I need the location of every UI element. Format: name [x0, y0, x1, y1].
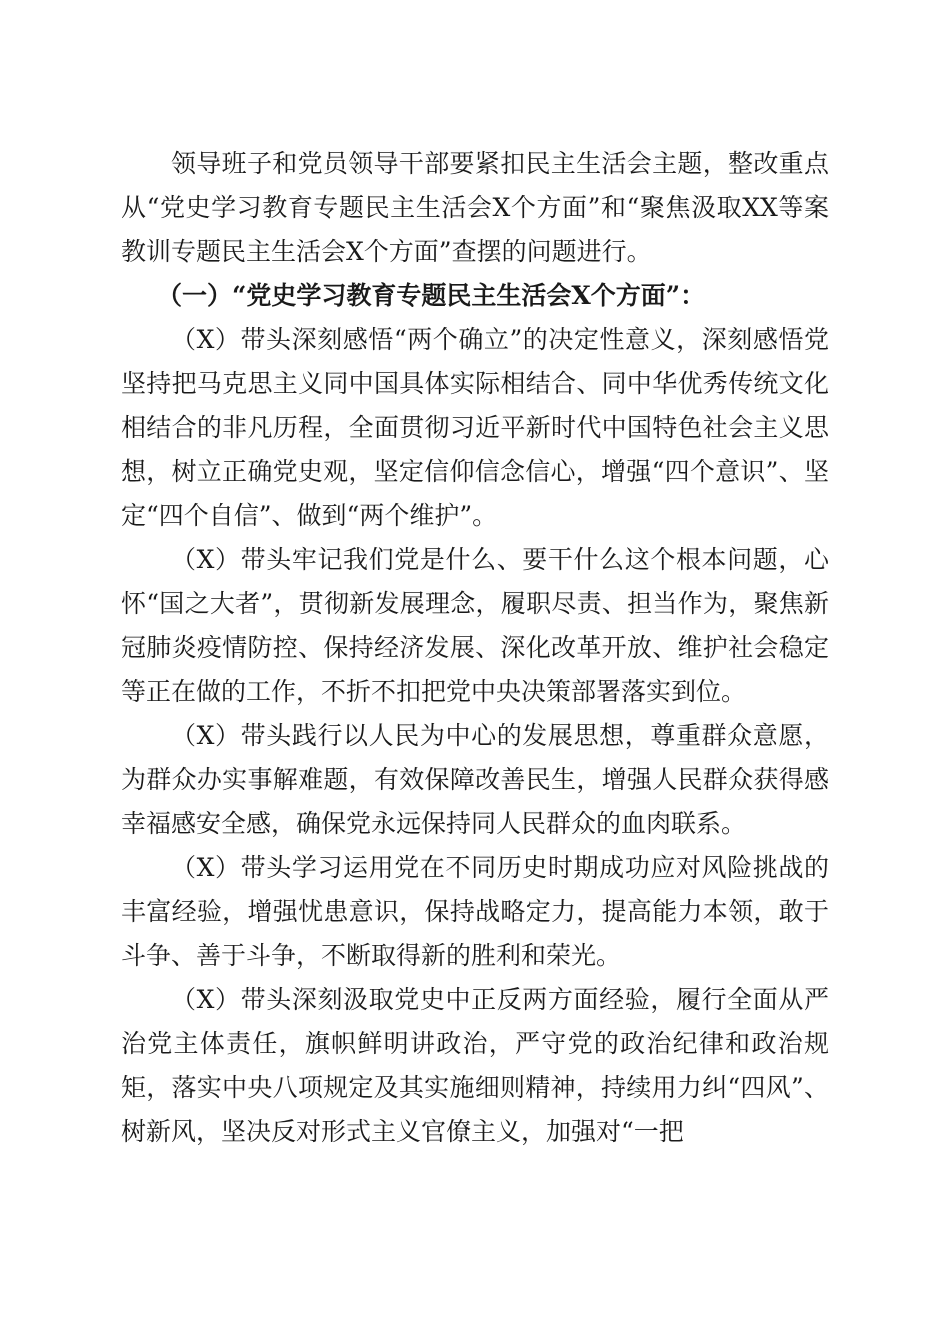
- item-paragraph: （X）带头学习运用党在不同历史时期成功应对风险挑战的丰富经验，增强忧患意识，保持战略定力，提高能力本领，敢于斗争、善于斗争，不断取得新的胜利和荣光。: [121, 853, 829, 970]
- item-paragraph: （X）带头践行以人民为中心的发展思想，尊重群众意愿，为群众办实事解难题，有效保障改善民生，增强人民群众获得感幸福感安全感，确保党永远保持同人民群众的血肉联系。: [121, 721, 829, 838]
- item-paragraph: （X）带头深刻感悟“两个确立”的决定性意义，深刻感悟党坚持把马克思主义同中国具体实际相结合、同中华优秀传统文化相结合的非凡历程，全面贯彻习近平新时代中国特色社会主义思想，树立正确党史观，坚定信仰信念信心，增强“四个意识”、坚定“四个自信”、做到“两个维护”。: [121, 325, 829, 530]
- item-paragraph: （X）带头牢记我们党是什么、要干什么这个根本问题，心怀“国之大者”，贯彻新发展理念，履职尽责、担当作为，聚焦新冠肺炎疫情防控、保持经济发展、深化改革开放、维护社会稳定等正在做的工作，不折不扣把党中央决策部署落实到位。: [121, 545, 829, 706]
- item-paragraph: （X）带头深刻汲取党史中正反两方面经验，履行全面从严治党主体责任，旗帜鲜明讲政治，严守党的政治纪律和政治规矩，落实中央八项规定及其实施细则精神，持续用力纠“四风”、树新风，坚决反对形式主义官僚主义，加强对“一把: [121, 985, 829, 1146]
- intro-paragraph: 领导班子和党员领导干部要紧扣民主生活会主题，整改重点从“党史学习教育专题民主生活会X个方面”和“聚焦汲取XX等案教训专题民主生活会X个方面”查摆的问题进行。: [121, 149, 829, 266]
- document-body: [121, 142, 829, 1154]
- section-heading: （一）“党史学习教育专题民主生活会X个方面”：: [157, 281, 706, 310]
